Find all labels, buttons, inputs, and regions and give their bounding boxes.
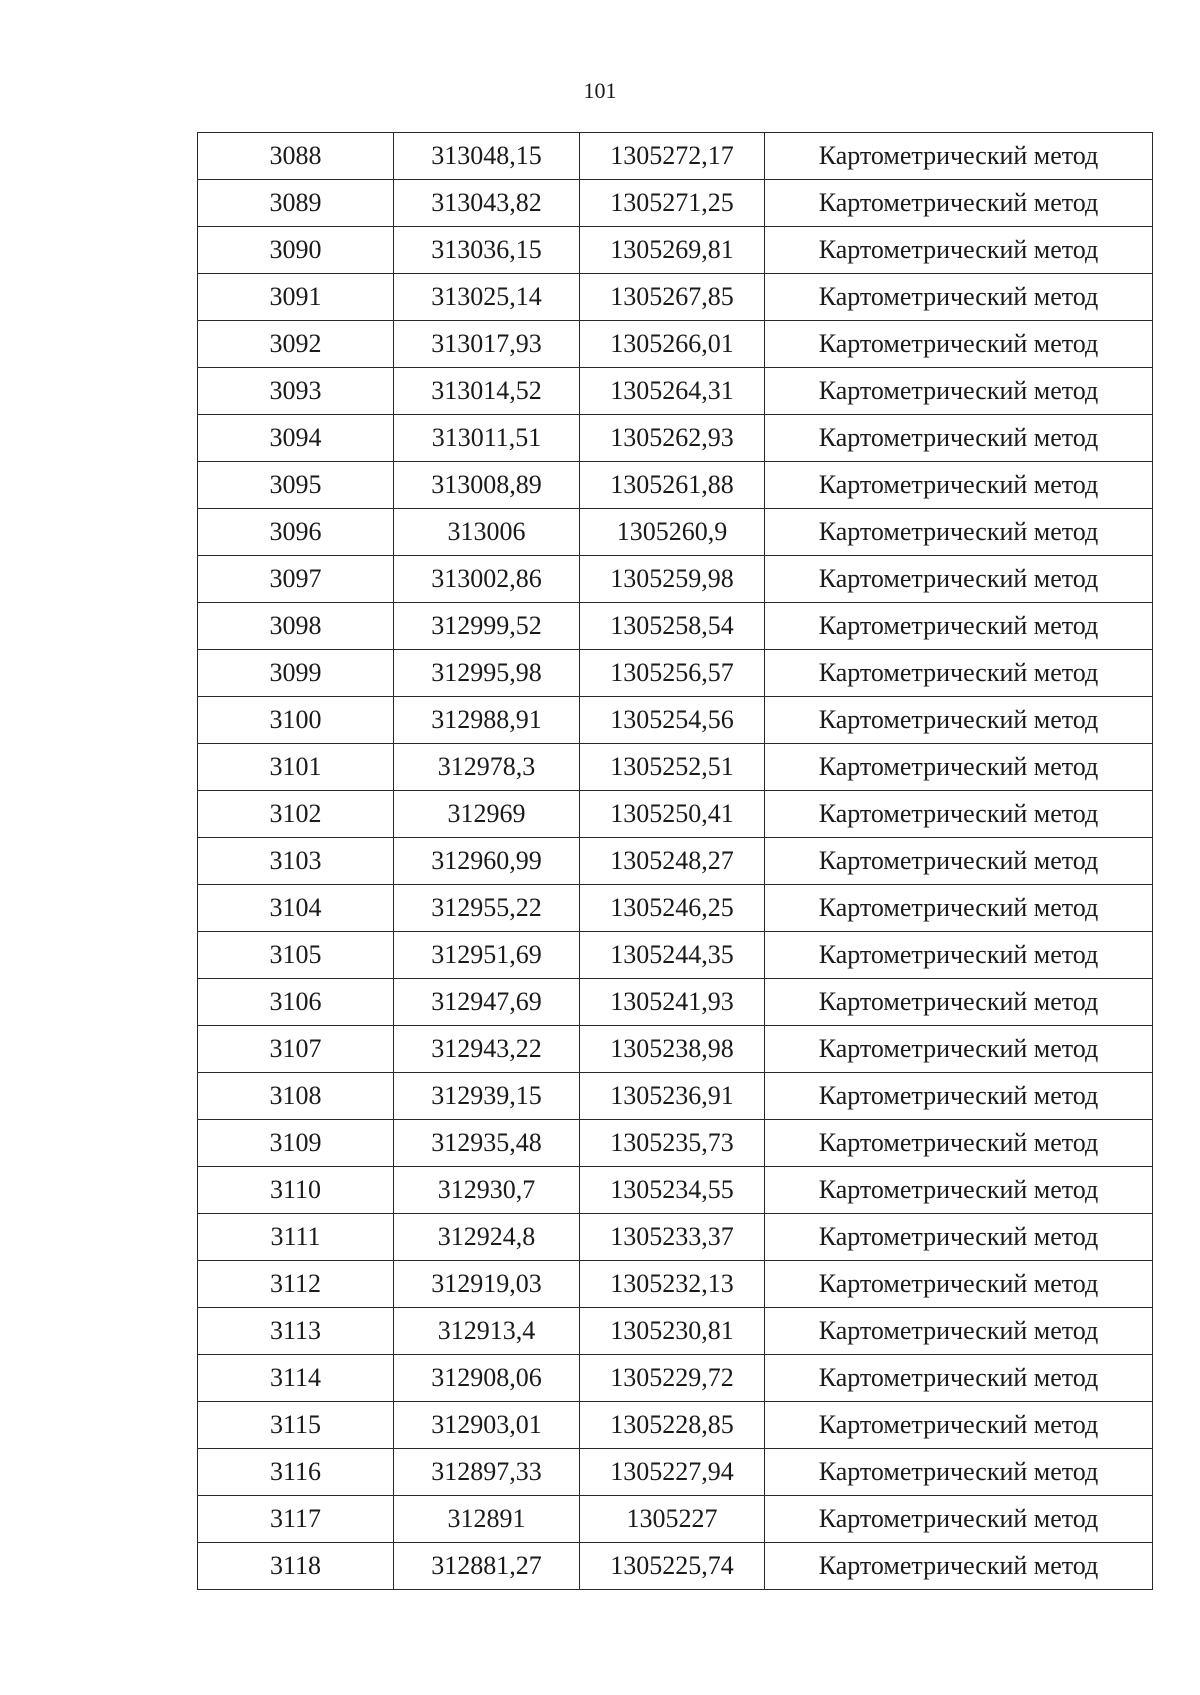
- point-number-cell: 3094: [198, 415, 394, 462]
- point-number-cell: 3103: [198, 838, 394, 885]
- x-coordinate-cell: 312939,15: [394, 1073, 580, 1120]
- method-cell: Картометрический метод: [765, 509, 1153, 556]
- x-coordinate-cell: 313011,51: [394, 415, 580, 462]
- table-row: [198, 462, 1153, 509]
- y-coordinate-cell: 1305232,13: [580, 1261, 765, 1308]
- method-cell: Картометрический метод: [765, 462, 1153, 509]
- method-cell: Картометрический метод: [765, 1214, 1153, 1261]
- method-cell: Картометрический метод: [765, 1496, 1153, 1543]
- x-coordinate-cell: 313025,14: [394, 274, 580, 321]
- point-number-cell: 3098: [198, 603, 394, 650]
- table-row: [198, 1026, 1153, 1073]
- x-coordinate-cell: 313006: [394, 509, 580, 556]
- y-coordinate-cell: 1305262,93: [580, 415, 765, 462]
- point-number-cell: 3088: [198, 133, 394, 180]
- y-coordinate-cell: 1305264,31: [580, 368, 765, 415]
- method-cell: Картометрический метод: [765, 1308, 1153, 1355]
- table-row: [198, 368, 1153, 415]
- method-cell: Картометрический метод: [765, 1261, 1153, 1308]
- table-row: [198, 885, 1153, 932]
- point-number-cell: 3089: [198, 180, 394, 227]
- table-row: [198, 838, 1153, 885]
- table-row: [198, 1449, 1153, 1496]
- x-coordinate-cell: 312881,27: [394, 1543, 580, 1590]
- x-coordinate-cell: 313014,52: [394, 368, 580, 415]
- x-coordinate-cell: 312951,69: [394, 932, 580, 979]
- y-coordinate-cell: 1305261,88: [580, 462, 765, 509]
- method-cell: Картометрический метод: [765, 1449, 1153, 1496]
- x-coordinate-cell: 312919,03: [394, 1261, 580, 1308]
- method-cell: Картометрический метод: [765, 1402, 1153, 1449]
- table-row: [198, 274, 1153, 321]
- y-coordinate-cell: 1305266,01: [580, 321, 765, 368]
- y-coordinate-cell: 1305269,81: [580, 227, 765, 274]
- point-number-cell: 3101: [198, 744, 394, 791]
- method-cell: Картометрический метод: [765, 838, 1153, 885]
- point-number-cell: 3113: [198, 1308, 394, 1355]
- x-coordinate-cell: 312999,52: [394, 603, 580, 650]
- y-coordinate-cell: 1305228,85: [580, 1402, 765, 1449]
- point-number-cell: 3096: [198, 509, 394, 556]
- table-row: [198, 1496, 1153, 1543]
- y-coordinate-cell: 1305254,56: [580, 697, 765, 744]
- method-cell: Картометрический метод: [765, 415, 1153, 462]
- method-cell: Картометрический метод: [765, 979, 1153, 1026]
- x-coordinate-cell: 312903,01: [394, 1402, 580, 1449]
- y-coordinate-cell: 1305246,25: [580, 885, 765, 932]
- y-coordinate-cell: 1305238,98: [580, 1026, 765, 1073]
- method-cell: Картометрический метод: [765, 1543, 1153, 1590]
- x-coordinate-cell: 312943,22: [394, 1026, 580, 1073]
- table-row: [198, 1120, 1153, 1167]
- point-number-cell: 3091: [198, 274, 394, 321]
- table-row: [198, 744, 1153, 791]
- y-coordinate-cell: 1305225,74: [580, 1543, 765, 1590]
- point-number-cell: 3108: [198, 1073, 394, 1120]
- point-number-cell: 3105: [198, 932, 394, 979]
- coordinates-table-body: [198, 133, 1153, 1590]
- point-number-cell: 3100: [198, 697, 394, 744]
- table-row: [198, 1073, 1153, 1120]
- y-coordinate-cell: 1305272,17: [580, 133, 765, 180]
- y-coordinate-cell: 1305241,93: [580, 979, 765, 1026]
- table-row: [198, 603, 1153, 650]
- x-coordinate-cell: 313008,89: [394, 462, 580, 509]
- method-cell: Картометрический метод: [765, 744, 1153, 791]
- method-cell: Картометрический метод: [765, 180, 1153, 227]
- y-coordinate-cell: 1305233,37: [580, 1214, 765, 1261]
- table-row: [198, 650, 1153, 697]
- point-number-cell: 3111: [198, 1214, 394, 1261]
- point-number-cell: 3106: [198, 979, 394, 1026]
- x-coordinate-cell: 312891: [394, 1496, 580, 1543]
- point-number-cell: 3112: [198, 1261, 394, 1308]
- method-cell: Картометрический метод: [765, 1355, 1153, 1402]
- y-coordinate-cell: 1305227,94: [580, 1449, 765, 1496]
- table-row: [198, 227, 1153, 274]
- x-coordinate-cell: 312930,7: [394, 1167, 580, 1214]
- point-number-cell: 3110: [198, 1167, 394, 1214]
- x-coordinate-cell: 313017,93: [394, 321, 580, 368]
- x-coordinate-cell: 313043,82: [394, 180, 580, 227]
- point-number-cell: 3118: [198, 1543, 394, 1590]
- y-coordinate-cell: 1305227: [580, 1496, 765, 1543]
- x-coordinate-cell: 312960,99: [394, 838, 580, 885]
- point-number-cell: 3117: [198, 1496, 394, 1543]
- table-row: [198, 509, 1153, 556]
- table-row: [198, 321, 1153, 368]
- method-cell: Картометрический метод: [765, 697, 1153, 744]
- method-cell: Картометрический метод: [765, 368, 1153, 415]
- point-number-cell: 3104: [198, 885, 394, 932]
- method-cell: Картометрический метод: [765, 321, 1153, 368]
- method-cell: Картометрический метод: [765, 791, 1153, 838]
- table-row: [198, 1308, 1153, 1355]
- x-coordinate-cell: 313002,86: [394, 556, 580, 603]
- method-cell: Картометрический метод: [765, 556, 1153, 603]
- method-cell: Картометрический метод: [765, 1026, 1153, 1073]
- x-coordinate-cell: 313048,15: [394, 133, 580, 180]
- table-row: [198, 791, 1153, 838]
- point-number-cell: 3090: [198, 227, 394, 274]
- x-coordinate-cell: 312924,8: [394, 1214, 580, 1261]
- point-number-cell: 3097: [198, 556, 394, 603]
- point-number-cell: 3099: [198, 650, 394, 697]
- table-row: [198, 180, 1153, 227]
- point-number-cell: 3092: [198, 321, 394, 368]
- table-row: [198, 415, 1153, 462]
- y-coordinate-cell: 1305259,98: [580, 556, 765, 603]
- y-coordinate-cell: 1305234,55: [580, 1167, 765, 1214]
- y-coordinate-cell: 1305271,25: [580, 180, 765, 227]
- y-coordinate-cell: 1305248,27: [580, 838, 765, 885]
- method-cell: Картометрический метод: [765, 133, 1153, 180]
- x-coordinate-cell: 312978,3: [394, 744, 580, 791]
- table-row: [198, 1214, 1153, 1261]
- y-coordinate-cell: 1305235,73: [580, 1120, 765, 1167]
- x-coordinate-cell: 312908,06: [394, 1355, 580, 1402]
- table-row: [198, 1543, 1153, 1590]
- x-coordinate-cell: 313036,15: [394, 227, 580, 274]
- point-number-cell: 3093: [198, 368, 394, 415]
- table-row: [198, 932, 1153, 979]
- x-coordinate-cell: 312988,91: [394, 697, 580, 744]
- point-number-cell: 3109: [198, 1120, 394, 1167]
- method-cell: Картометрический метод: [765, 227, 1153, 274]
- point-number-cell: 3114: [198, 1355, 394, 1402]
- point-number-cell: 3102: [198, 791, 394, 838]
- method-cell: Картометрический метод: [765, 650, 1153, 697]
- x-coordinate-cell: 312955,22: [394, 885, 580, 932]
- method-cell: Картометрический метод: [765, 274, 1153, 321]
- y-coordinate-cell: 1305256,57: [580, 650, 765, 697]
- y-coordinate-cell: 1305260,9: [580, 509, 765, 556]
- x-coordinate-cell: 312995,98: [394, 650, 580, 697]
- y-coordinate-cell: 1305258,54: [580, 603, 765, 650]
- table-row: [198, 697, 1153, 744]
- coordinates-table: [197, 132, 1153, 1590]
- method-cell: Картометрический метод: [765, 1120, 1153, 1167]
- x-coordinate-cell: 312913,4: [394, 1308, 580, 1355]
- table-row: [198, 979, 1153, 1026]
- y-coordinate-cell: 1305244,35: [580, 932, 765, 979]
- method-cell: Картометрический метод: [765, 1167, 1153, 1214]
- page-number: 101: [583, 78, 617, 103]
- table-row: [198, 1167, 1153, 1214]
- y-coordinate-cell: 1305250,41: [580, 791, 765, 838]
- y-coordinate-cell: 1305230,81: [580, 1308, 765, 1355]
- y-coordinate-cell: 1305229,72: [580, 1355, 765, 1402]
- method-cell: Картометрический метод: [765, 603, 1153, 650]
- table-row: [198, 133, 1153, 180]
- point-number-cell: 3095: [198, 462, 394, 509]
- method-cell: Картометрический метод: [765, 885, 1153, 932]
- method-cell: Картометрический метод: [765, 1073, 1153, 1120]
- x-coordinate-cell: 312947,69: [394, 979, 580, 1026]
- table-row: [198, 1402, 1153, 1449]
- y-coordinate-cell: 1305236,91: [580, 1073, 765, 1120]
- x-coordinate-cell: 312935,48: [394, 1120, 580, 1167]
- point-number-cell: 3107: [198, 1026, 394, 1073]
- y-coordinate-cell: 1305252,51: [580, 744, 765, 791]
- point-number-cell: 3115: [198, 1402, 394, 1449]
- y-coordinate-cell: 1305267,85: [580, 274, 765, 321]
- table-row: [198, 556, 1153, 603]
- table-row: [198, 1261, 1153, 1308]
- point-number-cell: 3116: [198, 1449, 394, 1496]
- method-cell: Картометрический метод: [765, 932, 1153, 979]
- table-row: [198, 1355, 1153, 1402]
- x-coordinate-cell: 312969: [394, 791, 580, 838]
- x-coordinate-cell: 312897,33: [394, 1449, 580, 1496]
